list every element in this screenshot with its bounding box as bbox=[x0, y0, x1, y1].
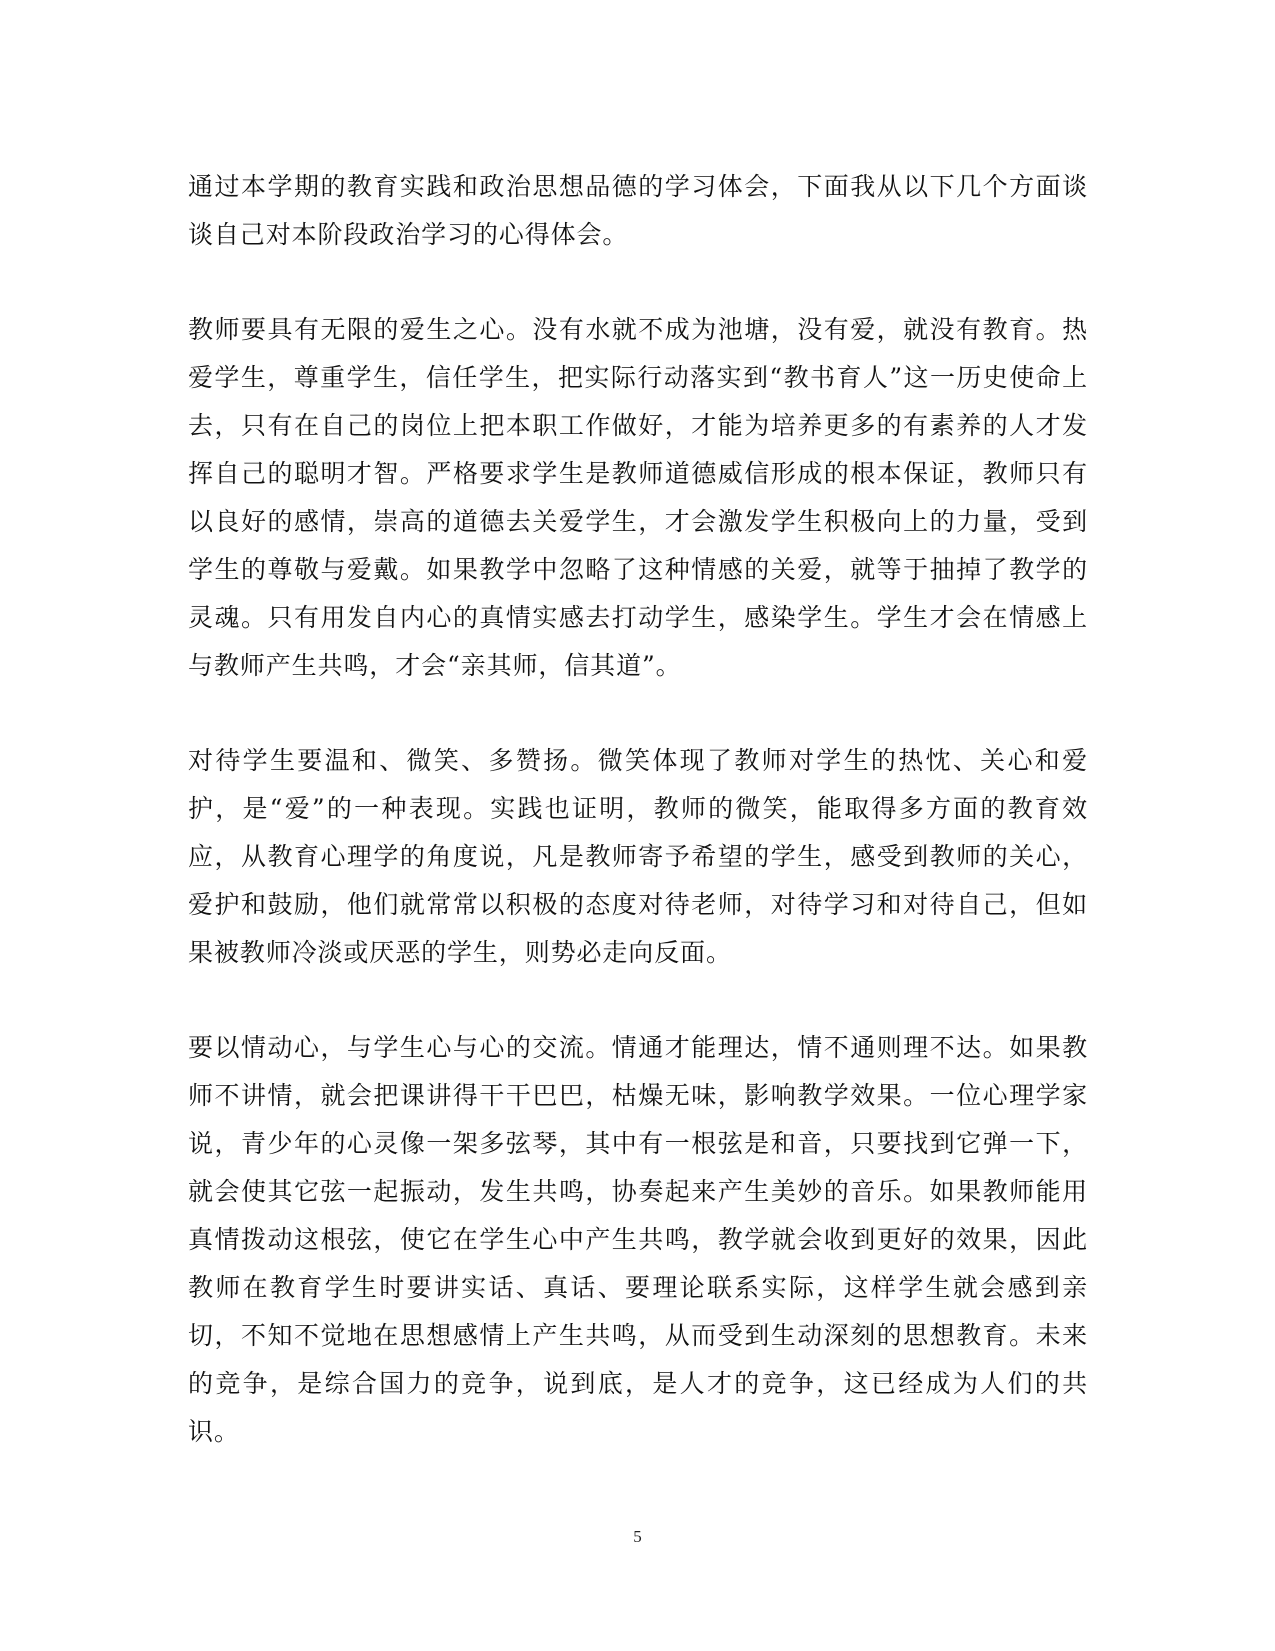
paragraph-heart-communication: 要以情动心，与学生心与心的交流。情通才能理达，情不通则理不达。如果教师不讲情，就会把课讲得干干巴巴，枯燥无味，影响教学效果。一位心理学家说，青少年的心灵像一架多弦琴，其中有一根弦是和音，只要找到它弹一下，就会使其它弦一起振动，发生共鸣，协奏起来产生美妙的音乐。如果教师能用真情拨动这根弦，使它在学生心中产生共鸣，教学就会收到更好的效果，因此教师在教育学生时要讲实话、真话、要理论联系实际，这样学生就会感到亲切，不知不觉地在思想感情上产生共鸣，从而受到生动深刻的思想教育。未来的竞争，是综合国力的竞争，说到底，是人才的竞争，这已经成为人们的共识。 bbox=[188, 1033, 1088, 1446]
page-number: 5 bbox=[633, 1527, 642, 1546]
paragraph-love-students: 教师要具有无限的爱生之心。没有水就不成为池塘，没有爱，就没有教育。热爱学生，尊重学生，信任学生，把实际行动落实到“教书育人”这一历史使命上去，只有在自己的岗位上把本职工作做好，才能为培养更多的有素养的人才发挥自己的聪明才智。严格要求学生是教师道德威信形成的根本保证，教师只有以良好的感情，崇高的道德去关爱学生，才会激发学生积极向上的力量，受到学生的尊敬与爱戴。如果教学中忽略了这种情感的关爱，就等于抽掉了教学的灵魂。只有用发自内心的真情实感去打动学生，感染学生。学生才会在情感上与教师产生共鸣，才会“亲其师，信其道”。 bbox=[188, 315, 1088, 680]
paragraph-intro: 通过本学期的教育实践和政治思想品德的学习体会，下面我从以下几个方面谈谈自己对本阶段政治学习的心得体会。 bbox=[188, 172, 1088, 249]
paragraph-smile-praise: 对待学生要温和、微笑、多赞扬。微笑体现了教师对学生的热忱、关心和爱护，是“爱”的一种表现。实践也证明，教师的微笑，能取得多方面的教育效应，从教育心理学的角度说，凡是教师寄予希望的学生，感受到教师的关心，爱护和鼓励，他们就常常以积极的态度对待老师，对待学习和对待自己，但如果被教师冷淡或厌恶的学生，则势必走向反面。 bbox=[188, 746, 1088, 967]
document-body bbox=[188, 163, 1088, 1456]
